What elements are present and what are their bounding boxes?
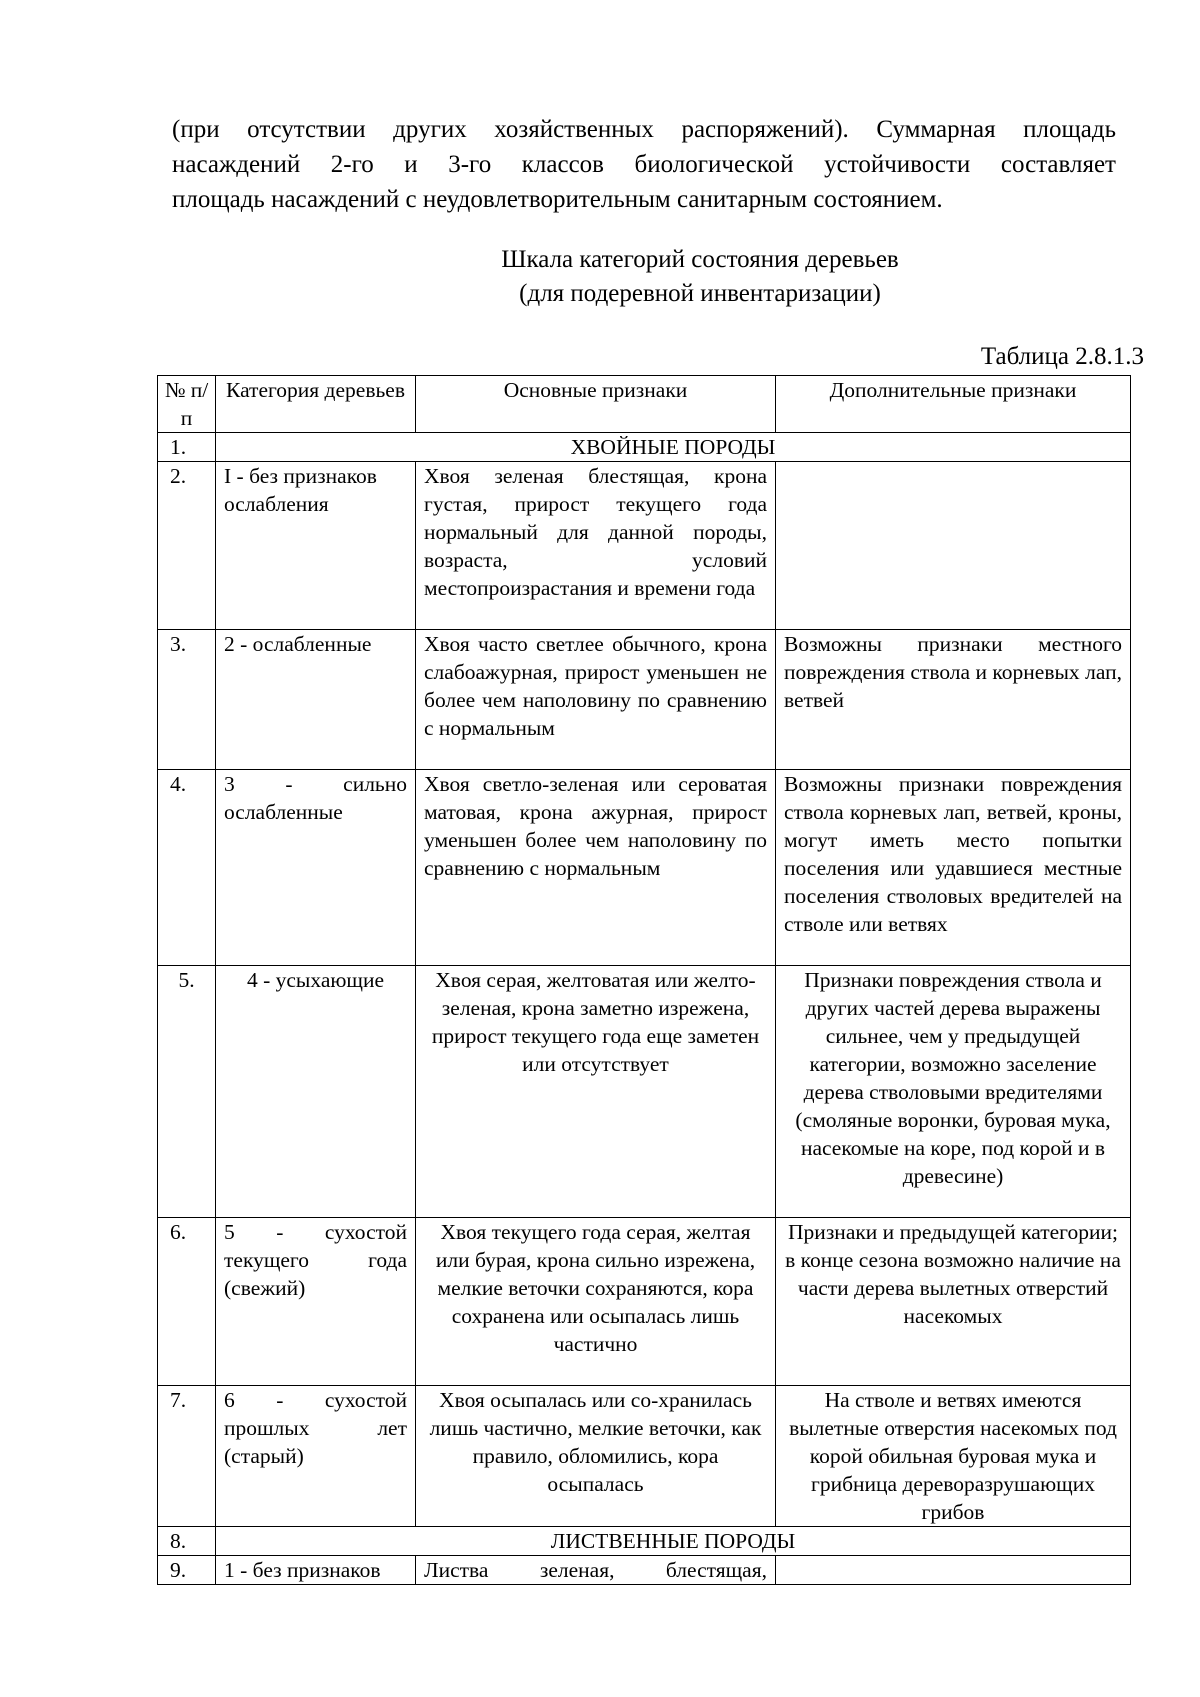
row-num: 7. [158, 1386, 216, 1527]
table-row [158, 1556, 1131, 1585]
row-main-signs: Хвоя светло-зеленая или сероватая матовая, крона ажурная, прирост уменьшен более чем наполовину по сравнению с нормальным [416, 770, 776, 966]
row-extra-signs: На стволе и ветвях имеются вылетные отверстия насекомых под корой обильная буровая мука и грибница дереворазрушающих грибов [776, 1386, 1131, 1527]
table-row [158, 966, 1131, 1218]
row-category: 5 - сухостой текущего года (свежий) [216, 1218, 416, 1386]
row-main-signs: Хвоя осыпалась или со-хранилась лишь частично, мелкие веточки, как правило, обломились, кора осыпалась [416, 1386, 776, 1527]
intro-line: (при отсутствии других хозяйственных распоряжений). Суммарная площадь [172, 116, 1116, 143]
header-main-signs: Основные признаки [416, 376, 776, 433]
table-label: Таблица 2.8.1.3 [980, 343, 1144, 370]
row-extra-signs: Признаки повреждения ствола и других частей дерева выражены сильнее, чем у предыдущей категории, возможно заселение дерева стволовыми вредителями (смоляные воронки, буровая мука, насекомые на коре, под корой и в древесине) [776, 966, 1131, 1218]
row-extra-signs: Признаки и предыдущей категории; в конце сезона возможно наличие на части дерева вылетных отверстий насекомых [776, 1218, 1131, 1386]
header-category: Категория деревьев [216, 376, 416, 433]
row-extra-signs: Возможны признаки повреждения ствола корневых лап, ветвей, кроны, могут иметь место попытки поселения или удавшиеся местные поселения стволовых вредителей на стволе или ветвях [776, 770, 1131, 966]
row-num: 4. [158, 770, 216, 966]
row-num: 3. [158, 630, 216, 770]
row-num: 2. [158, 462, 216, 630]
table-row [158, 1218, 1131, 1386]
table-header-row [158, 376, 1131, 433]
table-heading [300, 243, 1100, 311]
heading-title: Шкала категорий состояния деревьев [501, 246, 899, 273]
section-title: ХВОЙНЫЕ ПОРОДЫ [216, 433, 1131, 462]
row-category: 2 - ослабленные [216, 630, 416, 770]
row-main-signs: Хвоя текущего года серая, желтая или бурая, крона сильно изрежена, мелкие веточки сохраняются, кора сохранена или осыпалась лишь частично [416, 1218, 776, 1386]
table-row [158, 1386, 1131, 1527]
row-main-signs: Хвоя серая, желтоватая или желто-зеленая, крона заметно изрежена, прирост текущего года еще заметен или отсутствует [416, 966, 776, 1218]
intro-paragraph [172, 112, 1116, 217]
section-row [158, 1527, 1131, 1556]
row-category: 4 - усыхающие [216, 966, 416, 1218]
intro-line: площадь насаждений с неудовлетворительным санитарным состоянием. [172, 186, 943, 213]
row-num: 1. [158, 433, 216, 462]
row-main-signs: Хвоя зеленая блестящая, крона густая, прирост текущего года нормальный для данной породы, возраста, условий местопроизрастания и времени года [416, 462, 776, 630]
row-num: 9. [158, 1556, 216, 1585]
tree-condition-table [157, 375, 1131, 1585]
header-extra-signs: Дополнительные признаки [776, 376, 1131, 433]
section-title: ЛИСТВЕННЫЕ ПОРОДЫ [216, 1527, 1131, 1556]
row-category: I - без признаков ослабления [216, 462, 416, 630]
row-num: 6. [158, 1218, 216, 1386]
row-num: 8. [158, 1527, 216, 1556]
row-category: 1 - без признаков [216, 1556, 416, 1585]
table-row [158, 462, 1131, 630]
row-main-signs: Листва зеленая, блестящая, [416, 1556, 776, 1585]
table-row [158, 770, 1131, 966]
row-extra-signs: Возможны признаки местного повреждения ствола и корневых лап, ветвей [776, 630, 1131, 770]
row-category: 3 - сильно ослабленные [216, 770, 416, 966]
intro-line: насаждений 2-го и 3-го классов биологической устойчивости составляет [172, 151, 1116, 178]
row-category: 6 - сухостой прошлых лет (старый) [216, 1386, 416, 1527]
table-row [158, 630, 1131, 770]
heading-subtitle: (для подеревной инвентаризации) [519, 280, 881, 307]
row-num: 5. [158, 966, 216, 1218]
row-main-signs: Хвоя часто светлее обычного, крона слабоажурная, прирост уменьшен не более чем наполовину по сравнению с нормальным [416, 630, 776, 770]
row-extra-signs [776, 1556, 1131, 1585]
row-extra-signs [776, 462, 1131, 630]
section-row [158, 433, 1131, 462]
header-num: № п/п [158, 376, 216, 433]
